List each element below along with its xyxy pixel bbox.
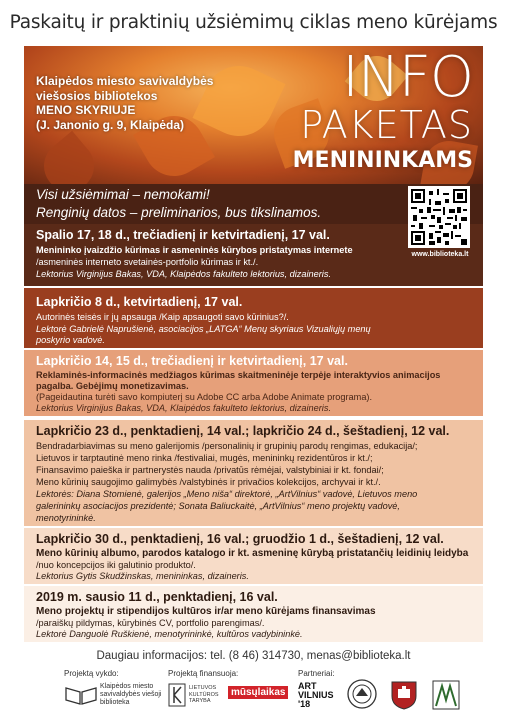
session-detail: /asmeninės interneto svetainės-portfolio kūrimas ir kt./. [36,257,259,267]
session-date: Lapkričio 14, 15 d., trečiadienį ir ketvirtadienį, 17 val. [36,354,348,368]
session-lecturer: Lektorius Gytis Skudžinskas, menininkas, dizaineris. [36,571,249,581]
project-lead-label: Projektą vykdo: [64,669,119,678]
session-date: Lapkričio 30 d., penktadienį, 16 val.; gruodžio 1 d., šeštadienį, 12 val. [36,532,444,546]
session-lecturer: Lektorės: Diana Stomienė, galerijos „Meno niša“ direktorė, „ArtVilnius“ vadovė, Lietuvos meno [36,489,418,499]
session-block-5 [24,528,483,584]
partner-logo-icon [432,680,460,710]
project-lead-name: Klaipėdos miesto savivaldybės viešoji biblioteka [100,683,162,706]
session-block-4 [24,420,483,526]
session-lecturer-role: poskyrio vadovė. [36,335,105,345]
session-lecturer: Lektorė Gabrielė Naprušienė, asociacijos „LATGA“ Menų skyriaus Vizualiųjų menų [36,324,371,334]
session-topic: Meno kūrinių saugojimo galimybės /valstybinės ir privačios kolekcijos, archyvai ir kt./. [36,477,381,487]
session-lecturer: Lektorius Virginijus Bakas, VDA, Klaipėdos fakulteto lektorius, dizaineris. [36,403,331,413]
sponsors-row [0,668,507,720]
partners-label: Partneriai: [298,669,335,678]
session-detail: /paraiškų pildymas, kūrybinės CV, portfolio parengimas/. [36,618,265,628]
info-headline: INFO [342,46,473,110]
session-topic-cont: pagalba. Gebėjimų monetizavimas. [36,381,189,391]
session-block-6 [24,586,483,642]
menininkams-headline: MENININKAMS [292,148,473,173]
free-notice: Visi užsiėmimai – nemokami! [36,187,210,202]
session-topic: Meno kūrinių albumo, parodos katalogo ir kt. asmeninę kūrybą pristatančių leidinių leidyba [36,548,469,559]
funder-label: Projektą finansuoja: [168,669,239,678]
poster-title: Paskaitų ir praktinių užsiėmimų ciklas meno kūrėjams [9,11,498,33]
media-partner-logo: mūsųlaikas [228,686,288,699]
session-topic: Autorinės teisės ir jų apsauga /Kaip apsaugoti savo kūrinius?/. [36,312,289,322]
dates-notice: Renginių datos – preliminarios, bus tikslinamos. [36,205,322,220]
autumn-leaf-decoration [34,131,104,184]
culture-council-logo-icon [168,683,186,707]
partner-seal-icon [346,678,378,710]
funder-name: LIETUVOS KULTŪROS TARYBA [189,685,219,704]
library-logo-icon [64,684,98,706]
session-lecturer: Lektorė Danguolė Ruškienė, menotyrininkė, kultūros vadybininkė. [36,629,303,639]
session-detail: /nuo koncepcijos iki galutinio produkto/. [36,560,196,570]
session-topic: Menininko įvaizdžio kūrimas ir asmeninės kūrybos pristatymas internete [36,245,353,255]
session-topic: Meno projektų ir stipendijos kultūros ir/ar meno kūrėjams finansavimas [36,606,376,617]
session-note: (Pageidautina turėti savo kompiuterį su Adobe CC arba Adobe Animate programa). [36,392,373,402]
session-block-2 [24,288,483,348]
city-coat-of-arms-icon [390,680,418,710]
session-topic: Bendradarbiavimas su meno galerijomis /personalinių ir grupinių parodų rengimas, edukacija/; [36,441,418,451]
session-date: Spalio 17, 18 d., trečiadienį ir ketvirtadienį, 17 val. [36,228,330,242]
session-topic: Reklaminės-informacinės medžiagos kūrimas skaitmeninėje terpėje interaktyvios animacijos [36,370,441,380]
session-block-3 [24,350,483,416]
session-topic: Finansavimo paieška ir partnerystės nauda /privatūs rėmėjai, valstybiniai ir kt. fondai/; [36,465,384,475]
session-date: Lapkričio 23 d., penktadienį, 14 val.; lapkričio 24 d., šeštadienį, 12 val. [36,424,450,438]
paketas-headline: PAKETAS [300,103,473,147]
qr-caption: www.biblioteka.lt [411,251,469,258]
qr-code[interactable] [408,186,470,248]
library-address: Klaipėdos miesto savivaldybės viešosios bibliotekos MENO SKYRIUJE (J. Janonio g. 9, Klaipėda) [36,74,214,132]
session-date: Lapkričio 8 d., ketvirtadienį, 17 val. [36,295,243,309]
artvilnius-logo: ART VILNIUS '18 [298,681,334,709]
hero-banner [24,46,483,184]
contact-info: Daugiau informacijos: tel. (8 46) 314730, menas@biblioteka.lt [96,650,411,662]
session-lecturer: Lektorius Virginijus Bakas, VDA, Klaipėdos fakulteto lektorius, dizaineris. [36,269,331,279]
session-lecturer: galerininkų asociacijos prezidentė; Sonata Baliuckaitė, „ArtVilnius“ meno projektų vadovė, [36,501,400,511]
session-lecturer: menotyrininkė. [36,513,96,523]
session-topic: Lietuvos ir tarptautinė meno rinka /festivaliai, mugės, menininkų rezidentūros ir kt./; [36,453,373,463]
qr-code-icon [411,189,467,245]
session-date: 2019 m. sausio 11 d., penktadienį, 16 val. [36,590,278,604]
